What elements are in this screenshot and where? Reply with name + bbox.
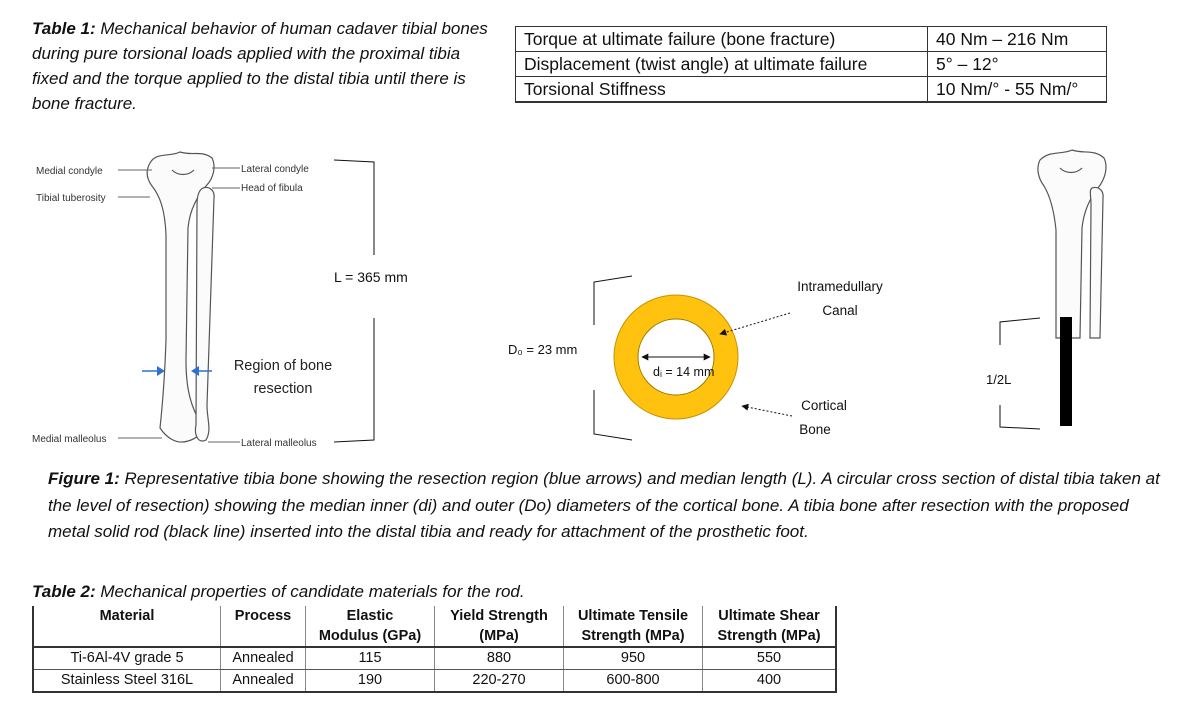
header-text: Yield Strength: [450, 608, 548, 624]
table1-caption-text: Mechanical behavior of human cadaver tibial bones during pure torsional loads applied with the proximal tibia fixed and the torque applied to the distal tibia until there is bone fracture.: [32, 19, 488, 113]
cell-process: Annealed: [221, 670, 306, 693]
header-text: Material: [99, 608, 155, 624]
table1-value: 5° – 12°: [928, 52, 1107, 77]
table1-value: 40 Nm – 216 Nm: [928, 27, 1107, 52]
header-process: [221, 606, 306, 647]
header-text: Ultimate Tensile: [577, 608, 689, 624]
header-text: Strength (MPa): [717, 628, 821, 644]
cell-shear: 400: [703, 670, 837, 693]
half-length-bracket-bottom: [1000, 405, 1040, 429]
label-tibial-tuberosity: Tibial tuberosity: [36, 193, 106, 204]
table-header-row: [33, 606, 836, 647]
tibia-fibula-drawing: [147, 152, 214, 442]
cell-material: Ti-6Al-4V grade 5: [33, 647, 221, 670]
label-half-length: 1/2L: [986, 372, 1012, 387]
header-shear: [703, 606, 837, 647]
label-length: L = 365 mm: [334, 269, 408, 285]
table1-property: Torsional Stiffness: [516, 77, 928, 103]
header-elastic: [306, 606, 435, 647]
label-lateral-condyle: Lateral condyle: [241, 164, 309, 175]
label-canal-line1: Intramedullary: [797, 279, 883, 294]
label-canal-line2: Canal: [822, 303, 858, 318]
header-text: Ultimate Shear: [718, 608, 820, 624]
table2: [32, 606, 837, 693]
label-cortical-line2: Bone: [799, 422, 831, 437]
figure1-caption: [48, 466, 1168, 546]
label-outer-diameter: D₀ = 23 mm: [508, 342, 578, 357]
metal-rod: [1060, 317, 1072, 426]
cell-uts: 600-800: [564, 670, 703, 693]
table2-caption-label: Table 2:: [32, 582, 96, 601]
label-head-of-fibula: Head of fibula: [241, 183, 303, 194]
header-material: [33, 606, 221, 647]
cross-section: [508, 276, 883, 440]
half-length-bracket-top: [1000, 318, 1040, 345]
resected-tibia-drawing: [1038, 150, 1106, 338]
header-uts: [564, 606, 703, 647]
header-text: Elastic: [346, 608, 394, 624]
header-text: Modulus (GPa): [318, 628, 422, 644]
figure1-caption-text: Representative tibia bone showing the resection region (blue arrows) and median length (L). A circular cross section of distal tibia taken at the level of resection) showing the median inner (di) and outer (Do) diameters of the cortical bone. A tibia bone after resection with the proposed metal solid rod (black line) inserted into the distal tibia and ready for attachment of the prosthetic foot.: [48, 469, 1160, 541]
cell-yield: 880: [435, 647, 564, 670]
label-inner-diameter: dᵢ = 14 mm: [653, 365, 715, 379]
table2-caption-text: Mechanical properties of candidate materials for the rod.: [95, 582, 525, 601]
label-medial-malleolus: Medial malleolus: [32, 434, 107, 445]
cell-yield: 220-270: [435, 670, 564, 693]
cell-elastic: 190: [306, 670, 435, 693]
label-lateral-malleolus: Lateral malleolus: [241, 438, 317, 449]
header-text: Strength (MPa): [581, 628, 685, 644]
cell-process: Annealed: [221, 647, 306, 670]
cell-elastic: 115: [306, 647, 435, 670]
header-text: Process: [234, 608, 292, 624]
header-text: (MPa): [479, 628, 519, 644]
length-bracket-top: [334, 160, 374, 255]
outer-diameter-bracket-bottom: [594, 390, 632, 440]
label-cortical-line1: Cortical: [801, 398, 847, 413]
table2-caption: [32, 582, 525, 602]
header-yield: [435, 606, 564, 647]
figure1-caption-label: Figure 1:: [48, 469, 120, 488]
label-resection-line1: Region of bone: [233, 358, 333, 374]
table1-property: Torque at ultimate failure (bone fracture): [516, 27, 928, 52]
label-resection-line2: resection: [253, 381, 313, 397]
outer-diameter-bracket-top: [594, 276, 632, 325]
table1-caption-label: Table 1:: [32, 19, 96, 38]
table1-value: 10 Nm/° - 55 Nm/°: [928, 77, 1107, 103]
label-medial-condyle: Medial condyle: [36, 166, 103, 177]
length-bracket-bottom: [334, 318, 374, 442]
table-row: [33, 670, 836, 693]
table1-property: Displacement (twist angle) at ultimate failure: [516, 52, 928, 77]
cell-shear: 550: [703, 647, 837, 670]
cell-material: Stainless Steel 316L: [33, 670, 221, 693]
cortical-pointer: [742, 406, 792, 416]
cell-uts: 950: [564, 647, 703, 670]
table-row: [33, 647, 836, 670]
